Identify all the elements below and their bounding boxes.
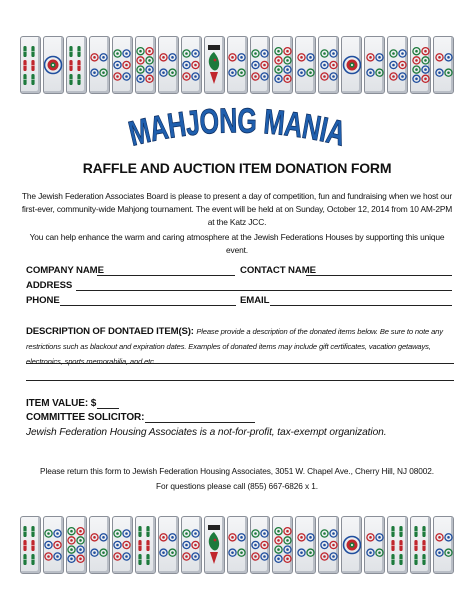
mahjong-tile (204, 36, 225, 94)
mahjong-tile (43, 516, 64, 574)
mahjong-tile (20, 36, 41, 94)
dots-icon (158, 522, 178, 568)
dots-icon (112, 42, 132, 88)
mahjong-tile (20, 516, 41, 574)
description-hint: Please provide a description of the donated items below. Be sure to note any restrictions such as blackout and expiration dates. Examples of donated items may include gift certificates, vacation getaways, electronics, sports memorabilia, and etc. (26, 327, 443, 366)
mahjong-tile (181, 36, 202, 94)
mahjong-tile (387, 36, 408, 94)
bird-icon (204, 42, 224, 88)
mahjong-tile (158, 36, 179, 94)
circle-icon (342, 42, 362, 88)
dots-icon (411, 42, 431, 88)
dots-icon (181, 42, 201, 88)
committee-solicitor-field[interactable] (145, 422, 255, 423)
bamboo-icon (20, 522, 40, 568)
title-text (125, 101, 356, 156)
mahjong-tile (66, 516, 87, 574)
email-label: EMAIL (240, 295, 270, 306)
page-title (0, 97, 474, 157)
email-field[interactable] (270, 305, 452, 306)
dots-icon (112, 522, 132, 568)
mahjong-tile (272, 516, 293, 574)
mahjong-tile (250, 516, 271, 574)
phone-field[interactable] (60, 305, 236, 306)
dots-icon (273, 42, 293, 88)
contact-phone: For questions please call (855) 667-6826 x 1. (156, 481, 318, 491)
mahjong-tile (112, 36, 133, 94)
mahjong-tile (318, 516, 339, 574)
form-subtitle: RAFFLE AND AUCTION ITEM DONATION FORM (82, 160, 392, 176)
mahjong-tile (89, 36, 110, 94)
dots-icon (296, 42, 316, 88)
bottom-tile-border (20, 516, 454, 574)
mahjong-tile (43, 36, 64, 94)
committee-solicitor-label: COMMITTEE SOLICITOR: (26, 412, 145, 423)
mahjong-tile (318, 36, 339, 94)
mahjong-tile (250, 36, 271, 94)
mahjong-tile (204, 516, 225, 574)
mahjong-tile (433, 516, 454, 574)
mahjong-tile (112, 516, 133, 574)
mahjong-tile (364, 36, 385, 94)
dots-icon (319, 522, 339, 568)
mahjong-tile (181, 516, 202, 574)
company-name-field[interactable] (97, 275, 235, 276)
dots-icon (434, 522, 454, 568)
dots-icon (250, 522, 270, 568)
dots-icon (66, 522, 86, 568)
title-textpath: MAHJONG MANIA (125, 101, 356, 156)
mahjong-tile (433, 36, 454, 94)
phone-label: PHONE (26, 295, 60, 306)
mahjong-tile (272, 36, 293, 94)
dots-icon (273, 522, 293, 568)
dots-icon (365, 42, 385, 88)
bamboo-icon (20, 42, 40, 88)
address-label: ADDRESS (26, 280, 73, 291)
dots-icon (43, 522, 63, 568)
dots-icon (181, 522, 201, 568)
description-line-2[interactable] (26, 380, 454, 381)
mahjong-tile (410, 516, 431, 574)
address-field[interactable] (76, 290, 452, 291)
dots-icon (89, 522, 109, 568)
mahjong-tile (227, 516, 248, 574)
mahjong-tile (135, 36, 156, 94)
description-line-1[interactable] (26, 363, 454, 364)
dots-icon (89, 42, 109, 88)
contact-name-label: CONTACT NAME (240, 265, 316, 276)
mahjong-tile (227, 36, 248, 94)
dots-icon (227, 522, 247, 568)
dots-icon (250, 42, 270, 88)
mahjong-tile (158, 516, 179, 574)
bird-icon (204, 522, 224, 568)
dots-icon (319, 42, 339, 88)
mahjong-tile (66, 36, 87, 94)
dots-icon (296, 522, 316, 568)
dots-icon (227, 42, 247, 88)
dots-icon (434, 42, 454, 88)
company-name-label: COMPANY NAME (26, 265, 104, 276)
dots-icon (365, 522, 385, 568)
bamboo-icon (411, 522, 431, 568)
intro-paragraph: The Jewish Federation Associates Board is please to present a day of competition, fun and fundraising when we host our first-ever, community-wide Mahjong tournament. The event will be held at on Sunday, October 12, 2014 from 10 AM-2PM at the Katz JCC. (21, 191, 453, 227)
nonprofit-notice: Jewish Federation Housing Associates is a not-for-profit, tax-exempt organization. (26, 427, 387, 438)
mahjong-tile (135, 516, 156, 574)
mahjong-tile (341, 516, 362, 574)
circle-icon (43, 42, 63, 88)
support-paragraph: You can help enhance the warm and caring atmosphere at the Jewish Federations Houses by supporting this unique event. (29, 232, 445, 255)
mahjong-tile (364, 516, 385, 574)
top-tile-border (20, 36, 454, 94)
mahjong-tile (295, 36, 316, 94)
mahjong-tile (89, 516, 110, 574)
bamboo-icon (135, 522, 155, 568)
contact-name-field[interactable] (306, 275, 452, 276)
mahjong-tile (295, 516, 316, 574)
mahjong-tile (387, 516, 408, 574)
description-label: DESCRIPTION OF DONTAED ITEM(S): (26, 326, 194, 337)
bamboo-icon (66, 42, 86, 88)
mahjong-tile (410, 36, 431, 94)
item-value-field[interactable] (97, 408, 119, 409)
mahjong-tile (341, 36, 362, 94)
dots-icon (135, 42, 155, 88)
item-value-label: ITEM VALUE: $ (26, 398, 97, 409)
dots-icon (158, 42, 178, 88)
return-address: Please return this form to Jewish Federation Housing Associates, 3051 W. Chapel Ave., Cherry Hill, NJ 08002. (40, 466, 434, 476)
dots-icon (388, 42, 408, 88)
bamboo-icon (388, 522, 408, 568)
circle-icon (342, 522, 362, 568)
